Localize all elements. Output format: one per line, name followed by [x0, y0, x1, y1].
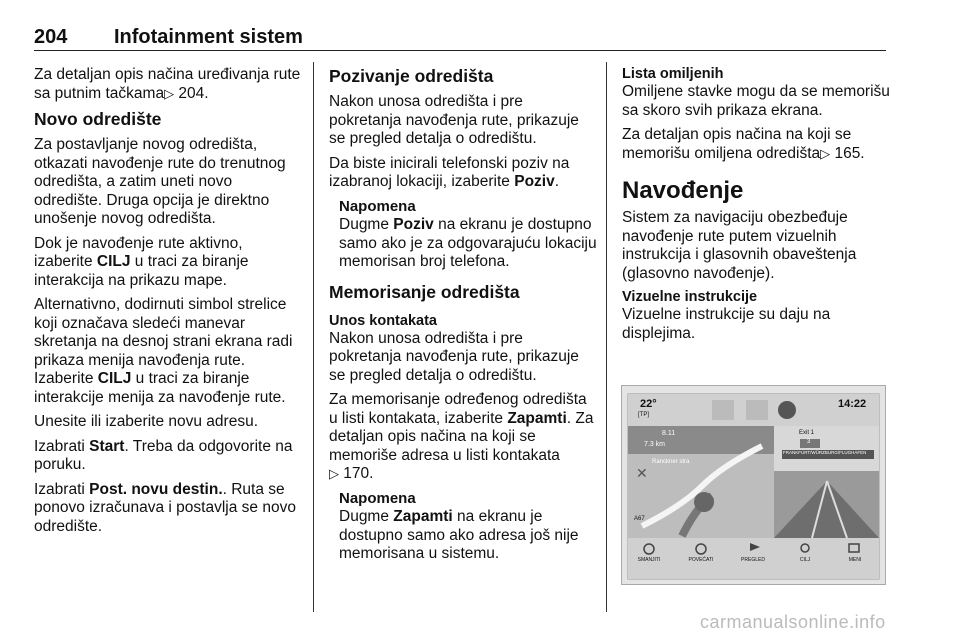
note: Napomena Dugme Zapamti na ekranu je dostupno samo ako adresa još nije memorisana u sistemu. [339, 489, 579, 562]
clock: 14:22 [838, 398, 867, 410]
paragraph: Da biste inicirali telefonski poziv na izabranoj lokaciji, izaberite Poziv. [329, 154, 570, 190]
paragraph: Za postavljanje novog odredišta, otkazati navođenje rute do trenutnog odredišta, a zatim uneti novo odredište. Druga opcija je direktno unošenje novog odredišta. [34, 136, 286, 227]
paragraph: Za detaljan opis načina na koji se memorišu omiljena odredišta▷ 165. [622, 126, 865, 162]
paragraph: Nakon unosa odredišta i pre pokretanja navođenja rute, prikazuje se pregled detalja o odredištu. [329, 93, 579, 147]
zoom-in-button: POVEĆATI [688, 557, 714, 563]
street-name: Ranckner stra [652, 459, 690, 465]
exit-label: Exit 1 [799, 430, 815, 436]
direction-sign: FRANKFURT/WÜRZBURG/FLUGHAFEN [783, 450, 867, 455]
subheading-vizuelne-instrukcije: Vizuelne instrukcije [622, 289, 758, 305]
close-icon: ✕ [636, 466, 648, 482]
temperature: 22° [640, 398, 657, 410]
menu-button: MENI [848, 557, 862, 563]
zoom-out-button: SMANJITI [637, 557, 661, 563]
distance-1: 8.11 [662, 430, 676, 437]
note: Napomena Dugme Poziv na ekranu je dostupno samo ako je za odgovarajuću lokaciju memorisan broj telefona. [339, 197, 597, 270]
subheading-unos-kontakata: Unos kontakata [329, 312, 437, 329]
paragraph: Omiljene stavke mogu da se memorišu sa skoro svih prikaza ekrana. [622, 83, 890, 119]
column-3 [622, 66, 890, 349]
paragraph: Izabrati Post. novu destin.. Ruta se ponovo izračunava i postavlja se novo odredište. [34, 480, 296, 535]
exit-number: 3 [807, 439, 811, 445]
heading-memorisanje: Memorisanje odredišta [329, 281, 520, 302]
paragraph: Izabrati Start. Treba da odgovorite na poruku. [34, 437, 293, 473]
page-number: 204 [34, 26, 68, 48]
paragraph: Alternativno, dodirnuti simbol strelice koji označava sledeći manevar skretanja na desnoj strani ekrana radi prikaza menija navođenja rute. Izaberite CILJ u traci za biranje interakcije menija za navođenje rute. [34, 296, 293, 406]
heading-navodjenje: Navođenje [622, 177, 744, 204]
subheading-lista-omiljenih: Lista omiljenih [622, 66, 724, 82]
distance-2: 7.3 km [644, 441, 666, 448]
page-title: Infotainment sistem [114, 26, 303, 48]
heading-pozivanje: Pozivanje odredišta [329, 66, 494, 86]
navigation-screen-image [621, 385, 886, 585]
tp-label: [TP] [638, 412, 650, 418]
navigation-screen-graphic [622, 386, 885, 584]
column-divider [313, 62, 314, 612]
page-ref-icon: ▷ [820, 145, 831, 161]
column-2 [329, 66, 597, 572]
heading-novo-odrediste: Novo odredište [34, 109, 162, 129]
page-ref-icon: ▷ [329, 466, 339, 481]
page-ref-icon: ▷ [164, 85, 175, 101]
overview-button: PREGLED [741, 557, 765, 563]
paragraph: Sistem za navigaciju obezbeđuje navođenje rute putem vizuelnih instrukcija i glasovnih obaveštenja (glasovno navođenje). [622, 209, 857, 282]
paragraph: Vizuelne instrukcije su daju na displejima. [622, 306, 831, 342]
watermark: carmanualsonline.info [700, 612, 886, 632]
nav-icon [778, 401, 796, 419]
paragraph: Za detaljan opis načina uređivanja rute sa putnim tačkama▷ 204. [34, 66, 301, 102]
column-1 [34, 66, 304, 542]
column-divider [606, 62, 607, 612]
paragraph: Nakon unosa odredišta i pre pokretanja navođenja rute, prikazuje se pregled detalja o odredištu. [329, 329, 579, 384]
destination-button: CILJ [799, 557, 811, 563]
road-label: A67 [634, 516, 645, 522]
page-header [34, 26, 886, 51]
paragraph: Dok je navođenje rute aktivno, izaberite CILJ u traci za biranje interakcija na prikazu mape. [34, 234, 249, 289]
paragraph: Unesite ili izaberite novu adresu. [34, 413, 259, 430]
paragraph: Za memorisanje određenog odredišta u listi kontakata, izaberite Zapamti. Za detaljan opis načina na koji se memoriše adresa u listi kontakata ▷ 170. [329, 391, 594, 482]
